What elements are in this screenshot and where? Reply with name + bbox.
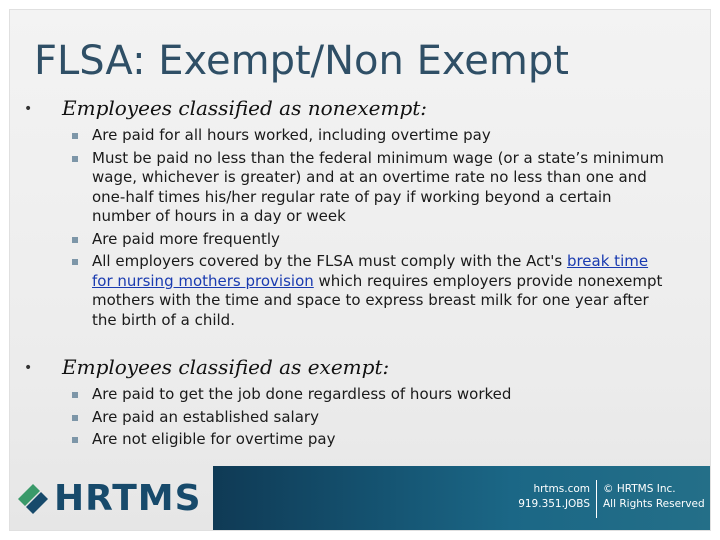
square-bullet-icon <box>72 259 78 265</box>
list-item: Are paid to get the job done regardless of hours worked <box>22 385 682 405</box>
slide-title: FLSA: Exempt/Non Exempt <box>34 38 569 84</box>
nonexempt-list <box>22 126 682 330</box>
break-time-link[interactable]: break time for nursing mothers provision <box>92 252 649 290</box>
hrtms-logo <box>16 478 202 519</box>
square-bullet-icon <box>72 133 78 139</box>
nonexempt-heading-row <box>22 96 682 120</box>
nonexempt-section <box>22 96 682 333</box>
footer-bar <box>213 466 710 530</box>
list-item: Are paid for all hours worked, including overtime pay <box>22 126 682 146</box>
phone-text: 919.351.JOBS <box>518 498 590 510</box>
square-bullet-icon <box>72 156 78 162</box>
rights-text: All Rights Reserved <box>603 498 705 510</box>
link-item-text: All employers covered by the FLSA must comply with the Act's break time for nursing mothers provision which requires employers provide nonexempt mothers with the time and space to express breast milk for one year after the birth of a child. <box>92 252 663 329</box>
footer-divider <box>596 480 597 518</box>
exempt-list <box>22 385 682 450</box>
exempt-heading-row <box>22 355 682 379</box>
logo-mark-icon <box>16 481 50 517</box>
copyright-text: © HRTMS Inc. <box>603 483 676 495</box>
logo-wordmark: HRTMS <box>54 478 202 519</box>
website-text: hrtms.com <box>533 483 590 495</box>
list-item <box>22 252 682 330</box>
nonexempt-heading: Employees classified as nonexempt: <box>62 96 428 120</box>
bullet-icon: • <box>24 101 33 117</box>
exempt-heading: Employees classified as exempt: <box>62 355 390 379</box>
list-item: Are paid more frequently <box>22 230 682 250</box>
list-item: Are paid an established salary <box>22 408 682 428</box>
square-bullet-icon <box>72 437 78 443</box>
contact-info <box>213 482 590 512</box>
list-item: Must be paid no less than the federal minimum wage (or a state’s minimum wage, whichever is greater) and at an overtime rate no less than one and one-half times his/her regular rate of pay if working beyond a certain number of hours in a day or week <box>22 149 682 227</box>
square-bullet-icon <box>72 392 78 398</box>
list-item: Are not eligible for overtime pay <box>22 430 682 450</box>
square-bullet-icon <box>72 237 78 243</box>
copyright-info <box>603 482 705 512</box>
bullet-icon: • <box>24 360 33 376</box>
exempt-section <box>22 355 682 453</box>
square-bullet-icon <box>72 415 78 421</box>
